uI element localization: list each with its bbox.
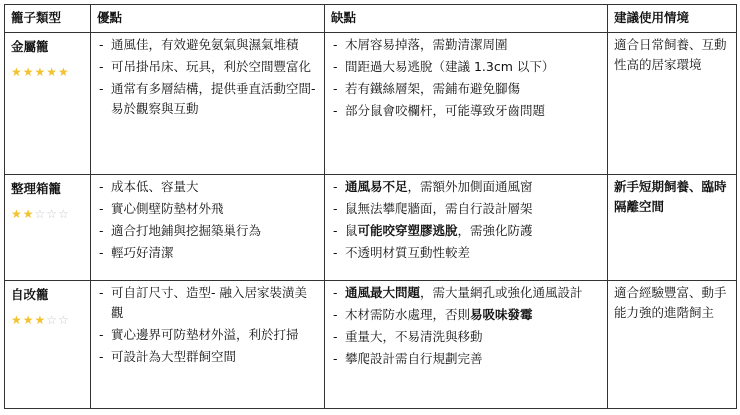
pros-cell (91, 175, 325, 281)
recommend-text: 適合日常飼養、互動性高的居家環境 (614, 37, 727, 72)
cons-cell (325, 281, 608, 409)
list-item: - 實心邊界可防墊材外溢，利於打掃 (97, 325, 318, 345)
list-item: - 通風佳，有效避免氨氣與濕氣堆積 (97, 35, 318, 55)
cage-type-name: 金屬籠 (11, 39, 49, 54)
recommend-text: 新手短期飼養、臨時隔離空間 (614, 179, 727, 214)
list-item: - 攀爬設計需自行規劃完善 (331, 349, 601, 369)
list-item: - 成本低、容量大 (97, 177, 318, 197)
list-item: - 適合打地鋪與挖掘築巢行為 (97, 221, 318, 241)
list-item: - 實心側壁防墊材外飛 (97, 199, 318, 219)
header-cons: 缺點 (325, 5, 608, 33)
rating-stars-icon: ★★☆☆☆ (11, 207, 70, 221)
list-item: - 間距過大易逃脫（建議 1.3cm 以下） (331, 57, 601, 77)
list-item: - 通常有多層結構，提供垂直活動空間- 易於觀察與互動 (97, 79, 318, 119)
list-item: - 可自訂尺寸、造型- 融入居家裝潢美觀 (97, 283, 318, 323)
recommend-cell (608, 281, 737, 409)
list-item: - 可吊掛吊床、玩具，利於空間豐富化 (97, 57, 318, 77)
header-pros: 優點 (91, 5, 325, 33)
cage-type-name: 自改籠 (11, 287, 49, 302)
cage-type-name: 整理箱籠 (11, 181, 62, 196)
recommend-cell (608, 175, 737, 281)
rating-stars-icon: ★★★★★ (11, 65, 70, 79)
recommend-text: 適合經驗豐富、動手能力強的進階飼主 (614, 285, 727, 320)
list-item: - 輕巧好清潔 (97, 243, 318, 263)
cons-cell (325, 33, 608, 175)
recommend-cell (608, 33, 737, 175)
list-item: - 鼠可能咬穿塑膠逃脫，需強化防護 (331, 221, 601, 241)
rating-stars-icon: ★★★☆☆ (11, 313, 70, 327)
header-row (5, 5, 737, 33)
list-item: - 鼠無法攀爬牆面，需自行設計層架 (331, 199, 601, 219)
type-cell (5, 281, 91, 409)
list-item: - 重量大，不易清洗與移動 (331, 327, 601, 347)
table-row (5, 281, 737, 409)
list-item: - 木屑容易掉落，需勤清潔周圍 (331, 35, 601, 55)
list-item: - 通風最大問題，需大量網孔或強化通風設計 (331, 283, 601, 303)
type-cell (5, 33, 91, 175)
header-type: 籠子類型 (5, 5, 91, 33)
pros-cell (91, 33, 325, 175)
cage-comparison-table (4, 4, 737, 409)
table-row (5, 33, 737, 175)
list-item: - 木材需防水處理，否則易吸味發霉 (331, 305, 601, 325)
type-cell (5, 175, 91, 281)
cons-cell (325, 175, 608, 281)
list-item: - 通風易不足，需額外加側面通風窗 (331, 177, 601, 197)
header-recommend: 建議使用情境 (608, 5, 737, 33)
list-item: - 若有鐵絲層架，需鋪布避免腳傷 (331, 79, 601, 99)
list-item: - 部分鼠會咬欄杆，可能導致牙齒問題 (331, 101, 601, 121)
pros-cell (91, 281, 325, 409)
table-row (5, 175, 737, 281)
list-item: - 不透明材質互動性較差 (331, 243, 601, 263)
list-item: - 可設計為大型群飼空間 (97, 347, 318, 367)
